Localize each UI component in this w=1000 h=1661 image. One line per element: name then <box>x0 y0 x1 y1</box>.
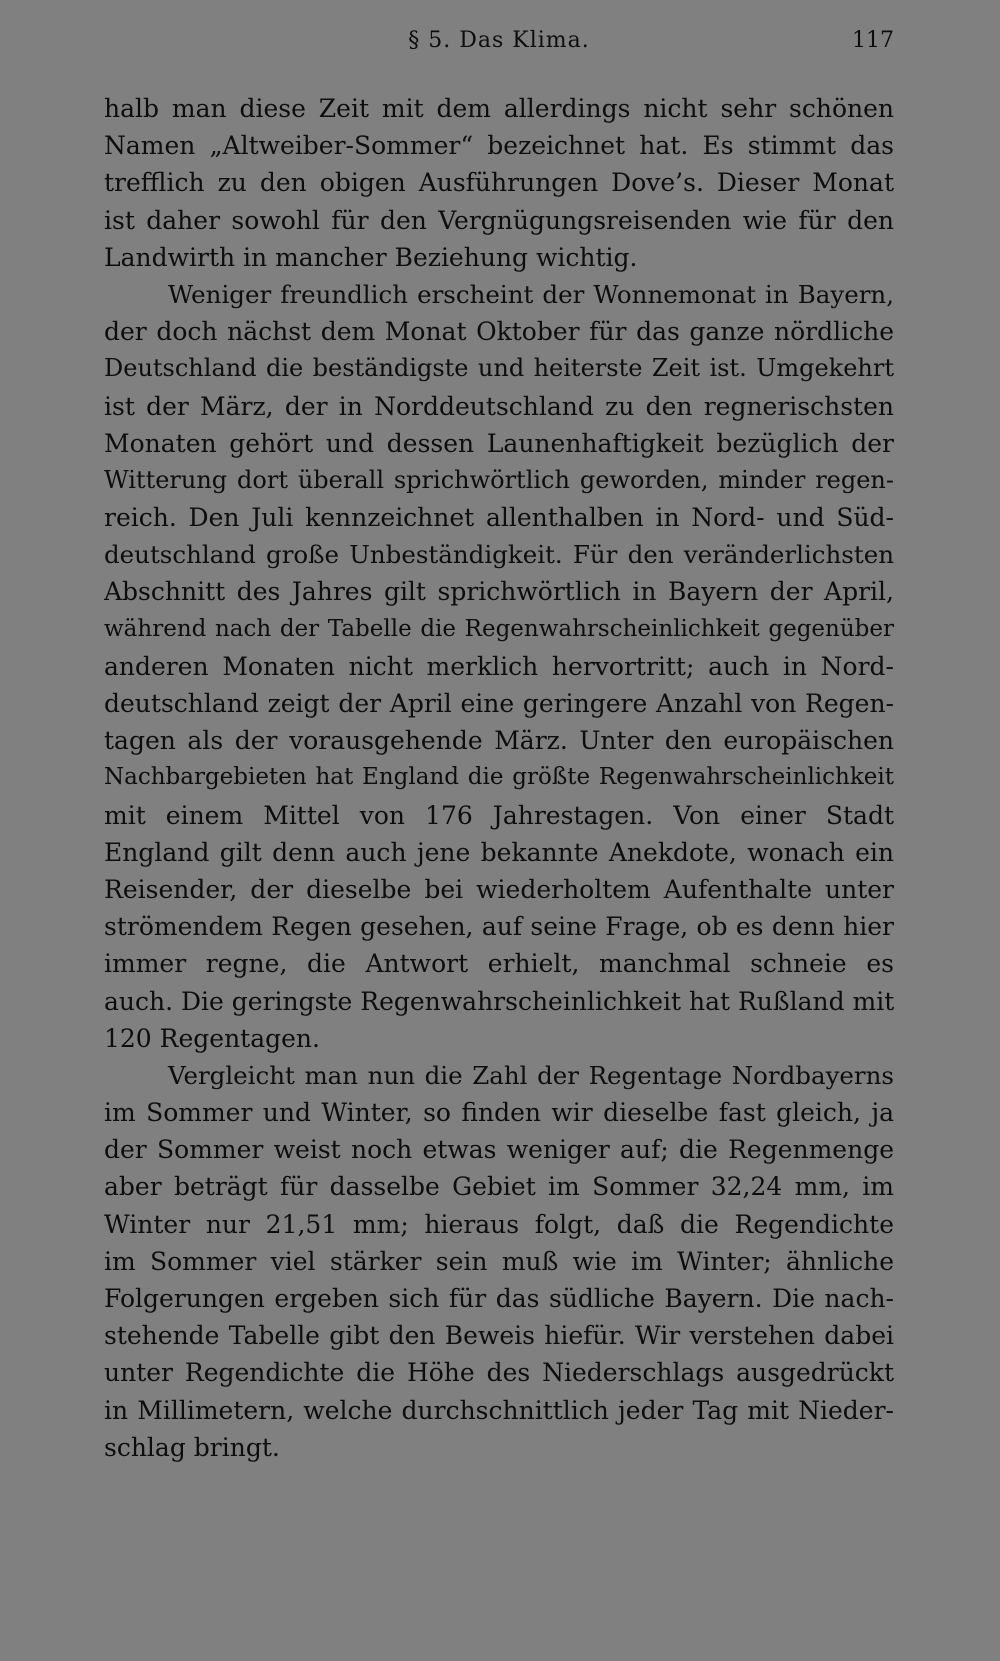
text-line: auch. Die geringste Regenwahrscheinlichkeit hat Rußland mit <box>104 986 894 1016</box>
text-line: tagen als der vorausgehende März. Unter den europäischen <box>104 726 894 756</box>
text-line: Vergleicht man nun die Zahl der Regentage Nordbayerns <box>168 1060 894 1090</box>
text-line: immer regne, die Antwort erhielt, manchmal schneie es <box>104 949 894 979</box>
text-line: Deutschland die beständigste und heiterste Zeit ist. Umgekehrt <box>104 354 894 383</box>
text-line: im Sommer viel stärker sein muß wie im Winter; ähnliche <box>104 1246 894 1276</box>
text-line: England gilt denn auch jene bekannte Anekdote, wonach ein <box>104 837 894 867</box>
text-line: der doch nächst dem Monat Oktober für das ganze nördliche <box>104 317 894 347</box>
text-line: stehende Tabelle gibt den Beweis hiefür. Wir verstehen dabei <box>104 1321 894 1351</box>
text-line: Abschnitt des Jahres gilt sprichwörtlich in Bayern der April, <box>104 577 894 607</box>
text-line: im Sommer und Winter, so finden wir dieselbe fast gleich, ja <box>104 1098 894 1128</box>
text-line: deutschland große Unbeständigkeit. Für den veränderlichsten <box>104 540 894 570</box>
text-line: in Millimetern, welche durchschnittlich jeder Tag mit Nieder- <box>104 1395 894 1425</box>
page-number: 117 <box>852 28 894 53</box>
text-line: während nach der Tabelle die Regenwahrscheinlichkeit gegenüber <box>104 615 894 642</box>
text-line: Witterung dort überall sprichwörtlich geworden, minder regen- <box>104 465 894 494</box>
text-line: Namen „Altweiber-Sommer“ bezeichnet hat. Es stimmt das <box>104 131 894 161</box>
text-line: mit einem Mittel von 176 Jahrestagen. Von einer Stadt <box>104 800 894 830</box>
text-line: trefflich zu den obigen Ausführungen Dove’s. Dieser Monat <box>104 168 894 198</box>
body-text <box>104 90 894 1466</box>
text-line: deutschland zeigt der April eine geringere Anzahl von Regen- <box>104 689 894 718</box>
running-head: § 5. Das Klima. <box>408 28 590 53</box>
text-line: anderen Monaten nicht merklich hervortritt; auch in Nord- <box>104 651 894 681</box>
text-line: halb man diese Zeit mit dem allerdings nicht sehr schönen <box>104 94 894 123</box>
text-line: ist der März, der in Norddeutschland zu den regnerischsten <box>104 391 894 421</box>
text-line: schlag bringt. <box>104 1432 280 1462</box>
text-line: unter Regendichte die Höhe des Niederschlags ausgedrückt <box>104 1358 894 1388</box>
text-line: der Sommer weist noch etwas weniger auf; die Regenmenge <box>104 1135 894 1165</box>
text-line: Reisender, der dieselbe bei wiederholtem Aufenthalte unter <box>104 874 894 904</box>
text-line: Monaten gehört und dessen Launenhaftigkeit bezüglich der <box>104 428 894 458</box>
text-line: Nachbargebieten hat England die größte Regenwahrscheinlichkeit <box>104 764 894 791</box>
text-line: Weniger freundlich erscheint der Wonnemonat in Bayern, <box>168 279 894 309</box>
text-line: Landwirth in mancher Beziehung wichtig. <box>104 242 638 272</box>
text-line: strömendem Regen gesehen, auf seine Frage, ob es denn hier <box>104 912 894 942</box>
page-header <box>104 28 894 62</box>
text-line: 120 Regentagen. <box>104 1023 320 1053</box>
text-line: ist daher sowohl für den Vergnügungsreisenden wie für den <box>104 205 894 235</box>
text-line: Folgerungen ergeben sich für das südliche Bayern. Die nach- <box>104 1284 894 1313</box>
text-line: aber beträgt für dasselbe Gebiet im Sommer 32,24 mm, im <box>104 1172 894 1202</box>
text-line: reich. Den Juli kennzeichnet allenthalben in Nord- und Süd- <box>104 503 894 533</box>
text-line: Winter nur 21,51 mm; hieraus folgt, daß die Regendichte <box>104 1209 894 1239</box>
